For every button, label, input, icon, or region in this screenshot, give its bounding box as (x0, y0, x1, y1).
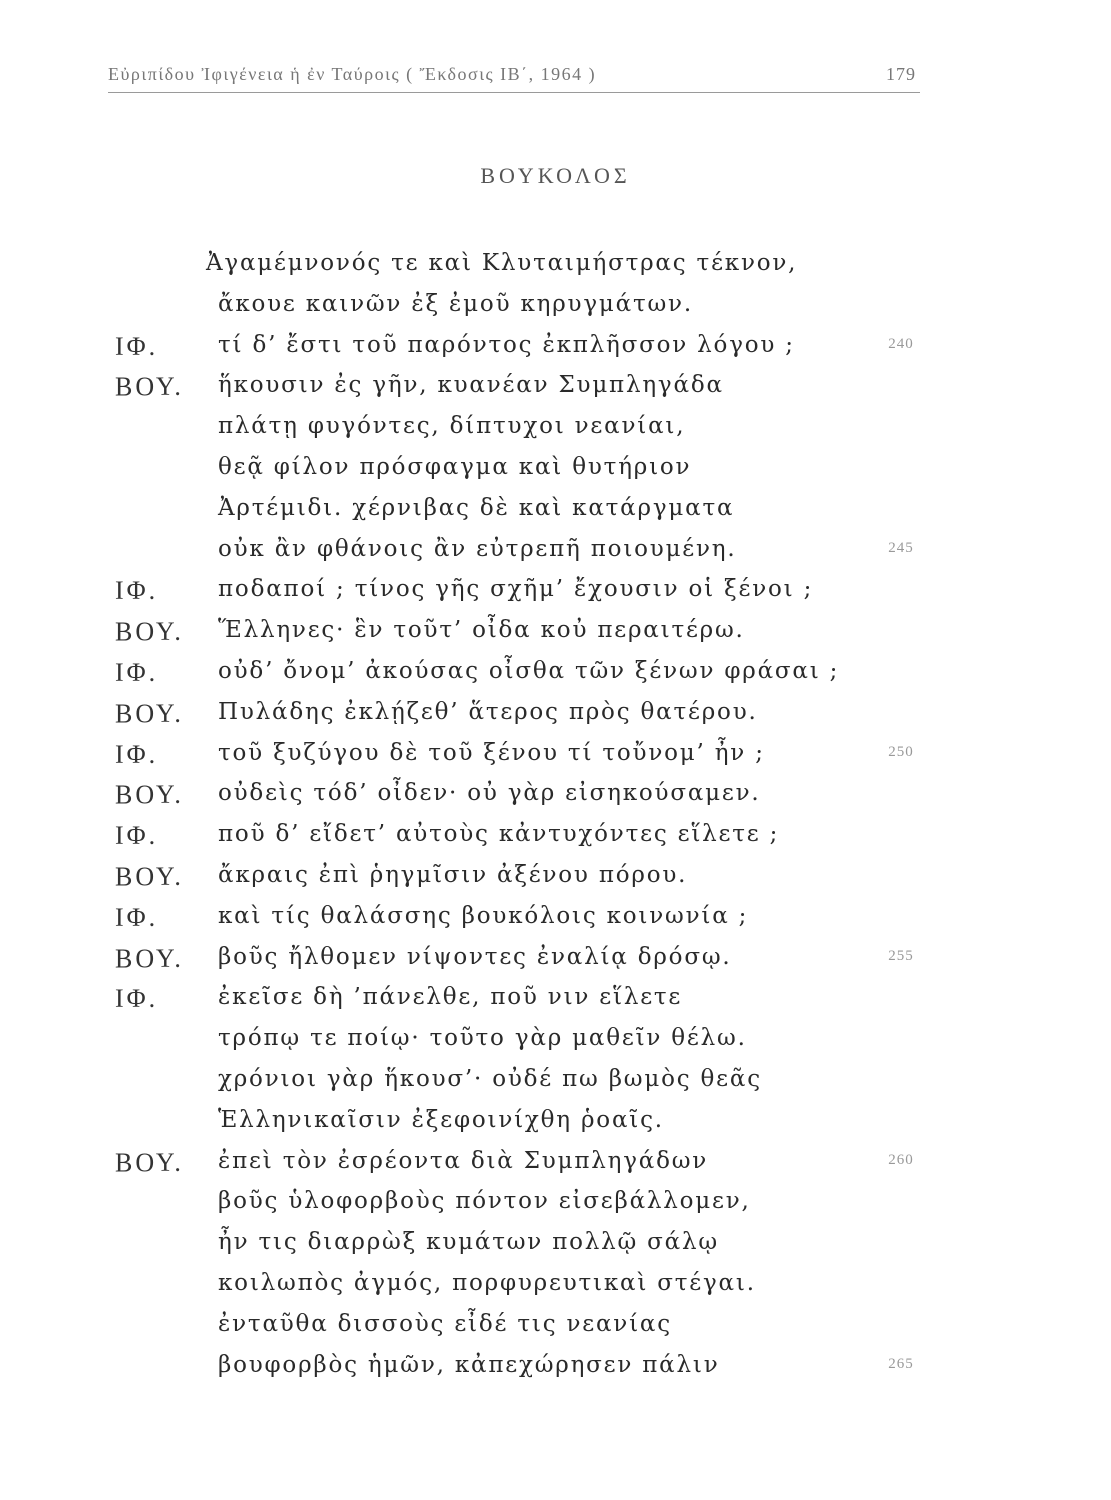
speaker-label: ΙΦ. (115, 984, 159, 1013)
line-number: 245 (888, 540, 914, 556)
verse-line (0, 984, 1111, 1024)
verse-line (0, 1066, 1111, 1106)
line-number: 255 (888, 948, 914, 964)
speaker-label: ΒΟΥ. (115, 780, 184, 809)
verse-text: ἄκραις ἐπὶ ῥηγμῖσιν ἀξένου πόρου. (218, 862, 688, 888)
speaker-label: ΙΦ. (115, 576, 159, 605)
verse-line (0, 413, 1111, 453)
verse-line (0, 699, 1111, 739)
verse-text: βουφορβὸς ἡμῶν, κἀπεχώρησεν πάλιν (218, 1352, 720, 1378)
verse-line (0, 1107, 1111, 1147)
page-number: 179 (886, 64, 916, 84)
speaker-label: ΙΦ. (115, 658, 159, 687)
verse-text: Ἕλληνες· ἓν τοῦτ’ οἶδα κοὐ περαιτέρω. (218, 617, 745, 643)
verse-text: οὐκ ἂν φθάνοις ἂν εὐτρεπῆ ποιουμένη. (218, 536, 737, 562)
verse-text: βοῦς ὑλοφορβοὺς πόντον εἰσεβάλλομεν, (218, 1188, 751, 1214)
verse-line (0, 454, 1111, 494)
speaker-label: ΒΟΥ. (115, 1148, 184, 1177)
speaker-label: ΙΦ. (115, 903, 159, 932)
verse-text: οὐδ’ ὄνομ’ ἀκούσας οἶσθα τῶν ξένων φράσαι ; (218, 658, 840, 684)
verse-text: οὐδεὶς τόδ’ οἶδεν· οὐ γὰρ εἰσηκούσαμεν. (218, 780, 761, 806)
verse-line (0, 903, 1111, 943)
line-number: 260 (888, 1152, 914, 1168)
verse-line (0, 1188, 1111, 1228)
verse-text: τρόπῳ τε ποίῳ· τοῦτο γὰρ μαθεῖν θέλω. (218, 1025, 747, 1051)
line-number: 240 (888, 336, 914, 352)
verse-line (0, 1311, 1111, 1351)
verse-text: ἐπεὶ τὸν ἐσρέοντα διὰ Συμπληγάδων (218, 1148, 709, 1174)
running-head (108, 60, 920, 93)
speaker-label: ΙΦ. (115, 740, 159, 769)
verse-text: ἐκεῖσε δὴ ’πάνελθε, ποῦ νιν εἵλετε (218, 984, 683, 1010)
verse-line (0, 291, 1111, 331)
running-title: Εὐριπίδου Ἰφιγένεια ἡ ἐν Ταύροις ( Ἔκδοσις ΙΒ΄, 1964 ) (108, 64, 597, 84)
verse-line (0, 1270, 1111, 1310)
verse-text: Πυλάδης ἐκλῄζεθ’ ἅτερος πρὸς θατέρου. (218, 699, 758, 725)
verse-line (0, 617, 1111, 657)
speaker-label: ΙΦ. (115, 821, 159, 850)
verse-line (0, 862, 1111, 902)
verse-line (0, 332, 1111, 372)
verse-text: ἄκουε καινῶν ἐξ ἐμοῦ κηρυγμάτων. (218, 291, 693, 317)
verse-text: ποῦ δ’ εἴδετ’ αὐτοὺς κἀντυχόντες εἵλετε ; (218, 821, 780, 847)
verse-text: Ἀρτέμιδι. χέρνιβας δὲ καὶ κατάργματα (218, 495, 735, 521)
verse-text: τί δ’ ἔστι τοῦ παρόντος ἐκπλῆσσον λόγου ; (218, 332, 795, 358)
verse-text: θεᾷ φίλον πρόσφαγμα καὶ θυτήριον (218, 454, 692, 480)
verse-line (0, 821, 1111, 861)
verse-text: ἥκουσιν ἐς γῆν, κυανέαν Συμπληγάδα (218, 372, 724, 398)
verse-line (0, 250, 1111, 290)
verse-line (0, 495, 1111, 535)
verse-line (0, 1148, 1111, 1188)
verse-text: Ἑλληνικαῖσιν ἐξεφοινίχθη ῥοαῖς. (218, 1107, 664, 1133)
verse-line (0, 1229, 1111, 1269)
verse-line (0, 944, 1111, 984)
verse-text: τοῦ ξυζύγου δὲ τοῦ ξένου τί τοὔνομ’ ἦν ; (218, 740, 765, 766)
speaker-label: ΒΟΥ. (115, 617, 184, 646)
verse-text: κοιλωπὸς ἀγμός, πορφυρευτικαὶ στέγαι. (218, 1270, 756, 1296)
verse-text: χρόνιοι γὰρ ἥκουσ’· οὐδέ πω βωμὸς θεᾶς (218, 1066, 762, 1092)
verse-text: ἦν τις διαρρὼξ κυμάτων πολλῷ σάλῳ (218, 1229, 719, 1255)
verse-text: καὶ τίς θαλάσσης βουκόλοις κοινωνία ; (218, 903, 749, 929)
verse-line (0, 576, 1111, 616)
section-title: ΒΟΥΚΟΛΟΣ (480, 163, 631, 188)
verse-line (0, 780, 1111, 820)
verse-text: βοῦς ἤλθομεν νίψοντες ἐναλίᾳ δρόσῳ. (218, 944, 732, 970)
verse-text: Ἀγαμέμνονός τε καὶ Κλυταιμήστρας τέκνον, (206, 250, 798, 276)
verse-line (0, 536, 1111, 576)
speaker-label: ΒΟΥ. (115, 699, 184, 728)
verse-line (0, 658, 1111, 698)
verse-line (0, 372, 1111, 412)
line-number: 250 (888, 744, 914, 760)
speaker-label: ΒΟΥ. (115, 372, 184, 401)
speaker-label: ΒΟΥ. (115, 862, 184, 891)
verse-line (0, 1025, 1111, 1065)
verse-line (0, 1352, 1111, 1392)
line-number: 265 (888, 1356, 914, 1372)
verse-text: ἐνταῦθα δισσοὺς εἶδέ τις νεανίας (218, 1311, 672, 1337)
verse-line (0, 740, 1111, 780)
speaker-label: ΙΦ. (115, 332, 159, 361)
speaker-label: ΒΟΥ. (115, 944, 184, 973)
verse-text: πλάτῃ φυγόντες, δίπτυχοι νεανίαι, (218, 413, 686, 439)
verse-text: ποδαποί ; τίνος γῆς σχῆμ’ ἔχουσιν οἱ ξένοι ; (218, 576, 814, 602)
